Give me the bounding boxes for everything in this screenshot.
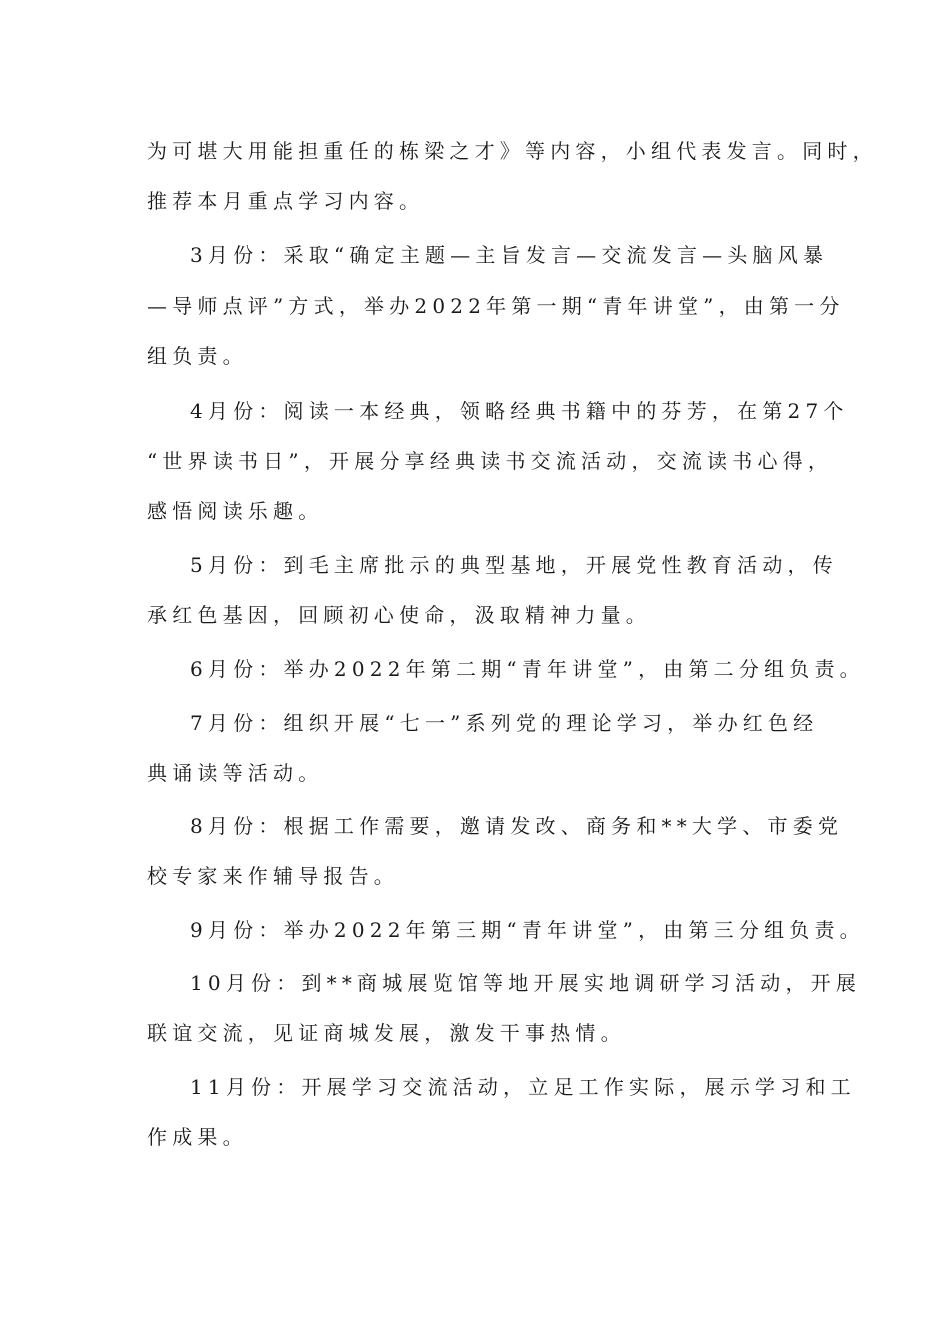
paragraph-august-line-2: 校专家来作辅导报告。 — [147, 864, 399, 888]
paragraph-july-line-1: 7月份：组织开展“七一”系列党的理论学习，举办红色经 — [190, 711, 819, 735]
paragraph-july-line-2: 典诵读等活动。 — [147, 761, 324, 785]
paragraph-november-line-1: 11月份：开展学习交流活动，立足工作实际，展示学习和工 — [190, 1075, 856, 1099]
paragraph-april-line-3: 感悟阅读乐趣。 — [147, 499, 324, 523]
paragraph-october-line-2: 联谊交流，见证商城发展，激发干事热情。 — [147, 1021, 626, 1045]
paragraph-october-line-1: 10月份：到**商城展览馆等地开展实地调研学习活动，开展 — [190, 971, 862, 995]
paragraph-november-line-2: 作成果。 — [147, 1125, 248, 1149]
text-line: 推荐本月重点学习内容。 — [147, 189, 425, 213]
paragraph-march-line-2: —导师点评”方式，举办2022年第一期“青年讲堂”，由第一分 — [147, 294, 845, 318]
paragraph-september: 9月份：举办2022年第三期“青年讲堂”，由第三分组负责。 — [190, 918, 865, 942]
paragraph-march-line-3: 组负责。 — [147, 344, 248, 368]
paragraph-may-line-1: 5月份：到毛主席批示的典型基地，开展党性教育活动，传 — [190, 553, 838, 577]
paragraph-april-line-2: “世界读书日”，开展分享经典读书交流活动，交流读书心得， — [147, 449, 834, 473]
paragraph-june: 6月份：举办2022年第二期“青年讲堂”，由第二分组负责。 — [190, 657, 865, 681]
paragraph-april-line-1: 4月份：阅读一本经典，领略经典书籍中的芬芳，在第27个 — [190, 399, 849, 423]
paragraph-march-line-1: 3月份：采取“确定主题—主旨发言—交流发言—头脑风暴 — [190, 243, 829, 267]
paragraph-may-line-2: 承红色基因，回顾初心使命，汲取精神力量。 — [147, 603, 651, 627]
paragraph-august-line-1: 8月份：根据工作需要，邀请发改、商务和**大学、市委党 — [190, 814, 844, 838]
text-line: 为可堪大用能担重任的栋梁之才》等内容，小组代表发言。同时， — [147, 139, 878, 163]
